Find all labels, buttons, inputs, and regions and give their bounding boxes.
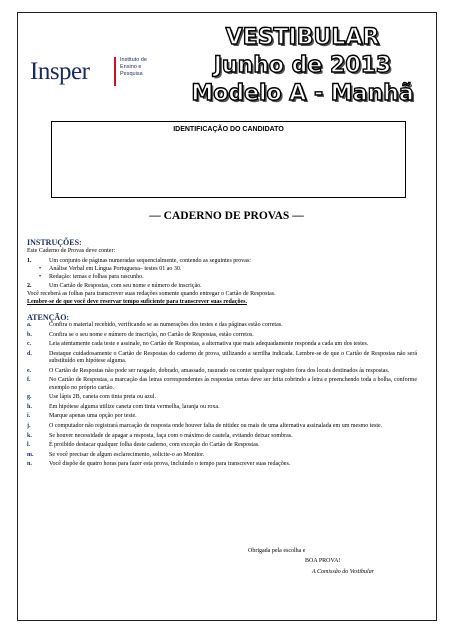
item-letter: m.: [27, 451, 34, 458]
item-letter: d.: [27, 350, 32, 357]
item-text: É proibido destacar qualquer folha deste caderno, com exceção do Cartão de Respostas.: [49, 442, 260, 449]
item-letter: g.: [27, 394, 32, 401]
item-letter: k.: [27, 432, 32, 439]
item-text: Confira se o seu nome e número de inscrição, no Cartão de Respostas, estão corretos.: [49, 331, 254, 338]
item-text: Se houver necessidade de apagar a resposta, faça com o máximo de cautela, evitando deixar sombras.: [49, 432, 293, 439]
list-item: [27, 404, 417, 411]
list-item: [27, 332, 417, 339]
item-text: No Cartão de Respostas, a marcação das letras correspondentes às respostas certas deve ser feita cobrindo a letra e preenchendo toda a bolha, conforme exemplo no próprio cartão.: [49, 377, 417, 391]
item-text: Você dispõe de quatro horas para fazer esta prova, incluindo o tempo para transcrever suas redações.: [49, 461, 291, 468]
item-letter: f.: [27, 377, 31, 384]
title-line-3: Modelo A - Manhã: [191, 81, 414, 106]
note-2: Lembre-se de que você deve reservar tempo suficiente para transcrever suas redações.: [27, 299, 247, 305]
list-item: [27, 351, 417, 366]
item-text: Se você precisar de algum esclarecimento, solicite-o ao Monitor.: [49, 451, 205, 458]
list-item: [27, 322, 417, 329]
list-item: [27, 423, 417, 430]
list-item: [27, 413, 417, 420]
item-text: O Cartão de Respostas não pode ser rasgado, dobrado, amassado, rasurado ou conter qualquer registro fora dos locais destinados às respostas.: [49, 367, 390, 374]
list-item: [27, 341, 417, 348]
item-1-text: Um conjunto de páginas numeradas sequencialmente, contendo as seguintes provas:: [49, 258, 251, 264]
title-line-2: Junho de 2013: [213, 53, 392, 78]
item-letter: e.: [27, 367, 32, 374]
title-line-1: VESTIBULAR: [225, 25, 380, 50]
list-item: [27, 377, 417, 392]
sub-item-2: Redação: temas e folhas para rascunho.: [49, 274, 144, 280]
list-item: [27, 461, 417, 468]
footer-thanks: Obrigada pela escolha e: [248, 548, 306, 554]
item-1-number: 1.: [27, 258, 32, 264]
atencao-list: [27, 322, 417, 471]
item-text: Destaque cuidadosamente o Cartão de Respostas do caderno de prova, utilizando a serrilha indicada. Lembre-se de que o Cartão de Respostas não será substituído em hipótese alguma.: [49, 350, 417, 365]
bullet-icon: •: [39, 274, 42, 280]
item-2-text: Um Cartão de Respostas, com seu nome e número de inscrição.: [49, 283, 202, 289]
item-2-number: 2.: [27, 283, 32, 289]
caderno-heading: — CADERNO DE PROVAS —: [149, 210, 304, 222]
item-letter: c.: [27, 341, 32, 348]
note-1: Você receberá as folhas para transcrever suas redações somente quando entregar o Cartão de Respostas.: [27, 291, 276, 297]
item-text: Leia atentamente cada teste e assinale, no Cartão de Respostas, a alternativa que mais adequadamente responda a cada um dos testes.: [49, 341, 369, 348]
item-letter: l.: [27, 442, 31, 449]
candidate-id-label: IDENTIFICAÇÃO DO CANDIDATO: [173, 126, 284, 133]
list-item: [27, 433, 417, 440]
item-letter: j.: [27, 422, 31, 429]
item-text: Marque apenas uma opção por teste.: [49, 413, 137, 420]
candidate-id-box[interactable]: [51, 121, 406, 198]
item-text: Use lápis 2B, caneta com tinta preta ou azul.: [49, 394, 156, 401]
item-letter: i.: [27, 413, 31, 420]
item-text: O computador não registrará marcação de resposta onde houver falta de nitidez ou mais de uma alternativa assinalada em um mesmo teste.: [49, 422, 383, 429]
list-item: [27, 442, 417, 449]
list-item: [27, 452, 417, 459]
item-text: Em hipótese alguma utilize caneta com tinta vermelha, laranja ou roxa.: [49, 403, 220, 410]
bullet-icon: •: [39, 266, 42, 272]
instrucoes-intro: Este Caderno de Provas deve conter:: [27, 248, 116, 254]
item-letter: n.: [27, 461, 32, 468]
atencao-heading: ATENÇÃO:: [27, 313, 70, 322]
list-item: [27, 368, 417, 375]
logo-subtitle: Instituto de Ensino e Pesquisa: [120, 57, 147, 77]
footer-signature: A Comissão do Vestibular: [312, 569, 375, 575]
sub-item-1: Análise Verbal em Língua Portuguesa– testes 01 ao 30.: [49, 266, 182, 272]
instrucoes-heading: INSTRUÇÕES:: [27, 238, 82, 247]
item-letter: b.: [27, 331, 32, 338]
logo-divider: [114, 57, 116, 86]
item-text: Confira o material recebido, verificando se as numerações dos testes e das páginas estão corretas.: [49, 322, 283, 328]
footer-wish: BOA PROVA!: [305, 558, 341, 564]
list-item: [27, 394, 417, 401]
insper-logo: [30, 52, 145, 92]
item-letter: a.: [27, 322, 32, 328]
item-letter: h.: [27, 403, 32, 410]
logo-word: Insper: [30, 58, 90, 85]
